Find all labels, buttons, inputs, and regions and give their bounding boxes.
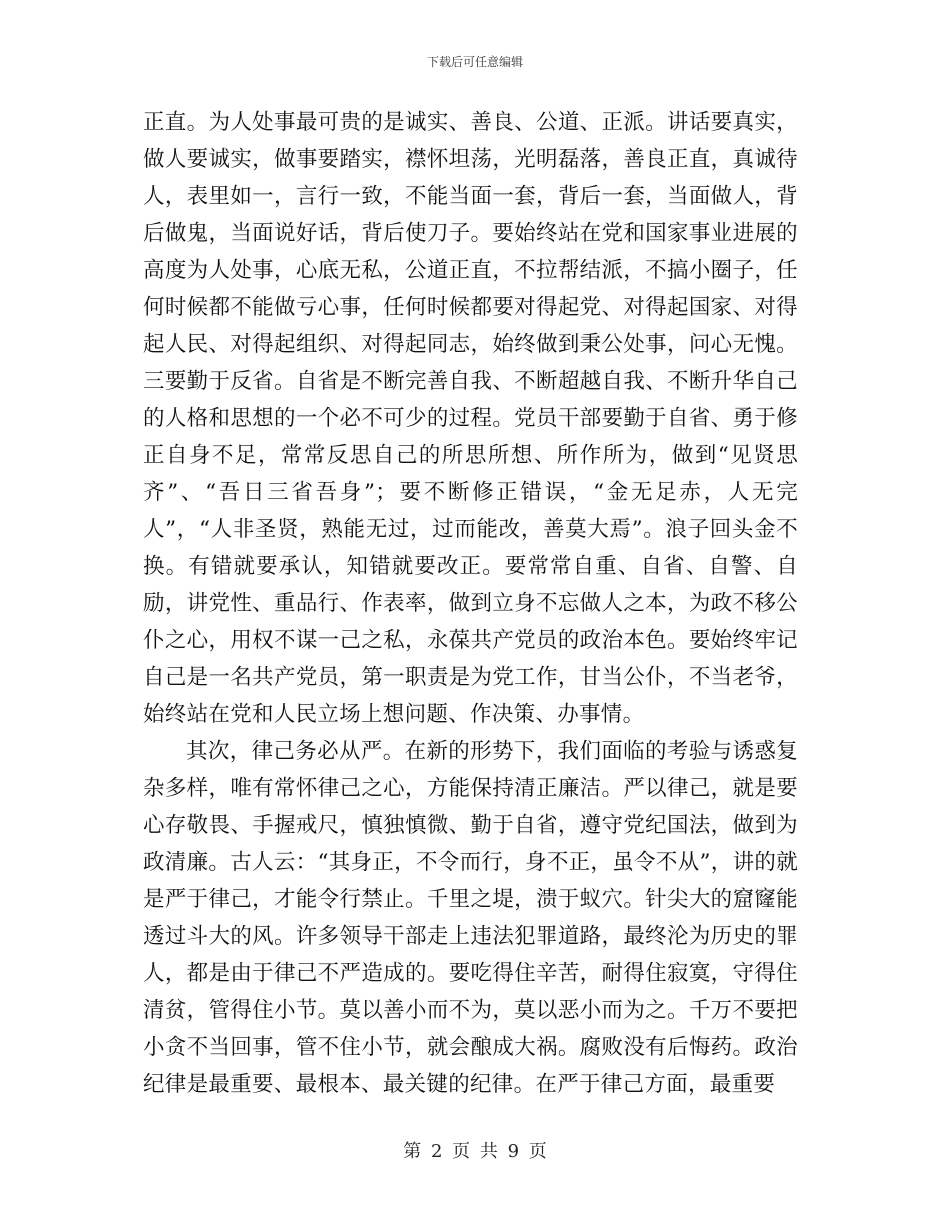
paragraph-self-discipline: 其次，律己务必从严。在新的形势下，我们面临的考验与诱惑复杂多样，唯有常怀律己之心，方能保持清正廉洁。严以律己，就是要心存敬畏、手握戒尺，慎独慎微、勤于自省，遵守党纪国法，做到为政清廉。古人云：“其身正，不令而行，身不正，虽令不从”，讲的就是严于律己，才能令行禁止。千里之堤，溃于蚁穴。针尖大的窟窿能透过斗大的风。许多领导干部走上违法犯罪道路，最终沦为历史的罪人，都是由于律己不严造成的。要吃得住辛苦，耐得住寂寞，守得住清贫，管得住小节。莫以善小而不为，莫以恶小而为之。千万不要把小贪不当回事，管不住小节，就会酿成大祸。腐败没有后悔药。政治纪律是最重要、最根本、最关键的纪律。在严于律己方面，最重要 [143, 739, 798, 1097]
page-header-note: 下载后可任意编辑 [426, 55, 523, 69]
page-number-footer: 第 2 页 共 9 页 [403, 1141, 547, 1162]
document-body [143, 104, 798, 1103]
paragraph-continued: 正直。为人处事最可贵的是诚实、善良、公道、正派。讲话要真实，做人要诚实，做事要踏实，襟怀坦荡，光明磊落，善良正直，真诚待人，表里如一，言行一致，不能当面一套，背后一套，当面做人，背后做鬼，当面说好话，背后使刀子。要始终站在党和国家事业进展的高度为人处事，心底无私，公道正直，不拉帮结派，不搞小圈子，任何时候都不能做亏心事，任何时候都要对得起党、对得起国家、对得起人民、对得起组织、对得起同志，始终做到秉公处事，问心无愧。三要勤于反省。自省是不断完善自我、不断超越自我、不断升华自己的人格和思想的一个必不可少的过程。党员干部要勤于自省、勇于修正自身不足，常常反思自己的所思所想、所作所为，做到“见贤思齐”、“吾日三省吾身”；要不断修正错误，“金无足赤，人无完人”，“人非圣贤，熟能无过，过而能改，善莫大焉”。浪子回头金不换。有错就要承认，知错就要改正。要常常自重、自省、自警、自励，讲党性、重品行、作表率，做到立身不忘做人之本，为政不移公仆之心，用权不谋一己之私，永葆共产党员的政治本色。要始终牢记自己是一名共产党员，第一职责是为党工作，甘当公仆，不当老爷，始终站在党和人民立场上想问题、作决策、办事情。 [143, 110, 798, 727]
